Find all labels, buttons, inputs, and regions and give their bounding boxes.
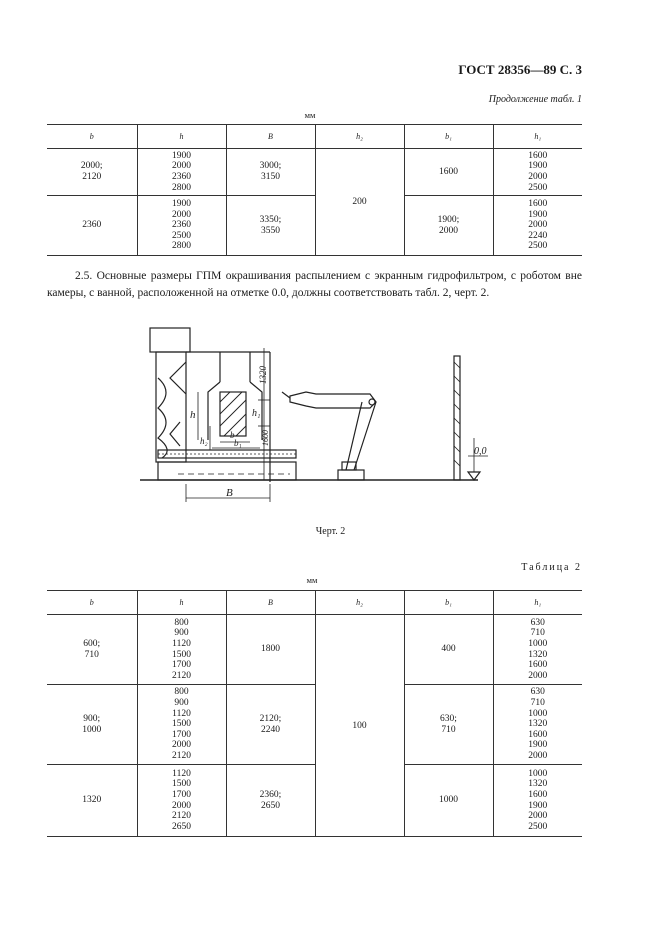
cell-line: 2000 xyxy=(172,209,191,220)
cell-line: 1700 xyxy=(172,789,191,800)
cell-line: 1000 xyxy=(528,768,548,779)
cell-h1 xyxy=(493,685,582,765)
cell-line: 2240 xyxy=(261,724,280,735)
cell-b1 xyxy=(404,196,493,256)
cell-line: 1600 xyxy=(528,729,548,740)
cell-line: 2000 xyxy=(528,750,548,761)
cell-line: 2120 xyxy=(172,750,191,761)
cell-h xyxy=(137,765,226,837)
hydrofilter-column xyxy=(156,352,186,462)
cell-line: 2000 xyxy=(528,220,548,231)
label-h2: h₂ xyxy=(200,436,208,446)
cell-line: 800 xyxy=(174,687,189,698)
cell-line: 2360; xyxy=(259,789,282,800)
cell-h2: 100 xyxy=(315,615,404,837)
cell-line: 710 xyxy=(84,649,99,660)
col-header-B: B xyxy=(226,591,315,615)
bath-tank xyxy=(158,462,296,480)
cell-line: 1800 xyxy=(261,644,280,655)
cell-b xyxy=(47,685,137,765)
cell-line: 2360 xyxy=(82,220,102,231)
col-header-h: h xyxy=(137,591,226,615)
col-header-b1: b₁ xyxy=(404,125,493,149)
cell-b xyxy=(47,615,137,685)
cell-line: 1320 xyxy=(528,779,548,790)
cell-line: 630; xyxy=(440,713,457,724)
cell-line: 1000 xyxy=(528,708,548,719)
page-header: ГОСТ 28356—89 С. 3 xyxy=(458,62,582,77)
table1-unit: мм xyxy=(304,110,316,120)
col-header-h: h xyxy=(137,125,226,149)
cell-line: 2360 xyxy=(172,172,191,182)
cell-line: 1900 xyxy=(528,800,548,811)
col-header-h1: h₁ xyxy=(493,591,582,615)
cell-line: 710 xyxy=(441,724,456,735)
cell-line: 2650 xyxy=(172,821,191,832)
cell-line: 1600 xyxy=(528,660,548,671)
col-header-b: b xyxy=(47,125,137,149)
table2-unit: мм xyxy=(306,575,318,585)
cell-b1 xyxy=(404,615,493,685)
paragraph-text: 2.5. Основные размеры ГПМ окрашивания распылением с экранным гидрофильтром, с роботом вне камеры, с ванной, расположенной на отметке 0.0, должны соответствовать табл. 2, черт. 2. xyxy=(47,270,582,299)
cell-line: 400 xyxy=(441,644,456,655)
cell-line: 2000 xyxy=(172,800,191,811)
cell-line: 2000 xyxy=(528,172,548,182)
table-row xyxy=(47,765,582,837)
cell-line: 900 xyxy=(174,698,189,709)
cell-h1 xyxy=(493,149,582,196)
cell-line: 2120 xyxy=(172,670,191,681)
cell-line: 1120 xyxy=(172,708,191,719)
cell-line: 2000 xyxy=(172,740,191,751)
cell-line: 2500 xyxy=(528,182,548,193)
col-header-b: b xyxy=(47,591,137,615)
cell-line: 710 xyxy=(530,628,545,639)
cell-line: 1900 xyxy=(172,150,191,161)
cell-b1 xyxy=(404,149,493,196)
cell-line: 900; xyxy=(83,713,101,724)
cell-h xyxy=(137,196,226,256)
cell-b1 xyxy=(404,685,493,765)
table-row xyxy=(47,196,582,256)
cell-line: 2000 xyxy=(439,225,458,236)
cell-h xyxy=(137,685,226,765)
cell-line: 1320 xyxy=(528,649,548,660)
table1 xyxy=(47,124,582,256)
table-row xyxy=(47,615,582,685)
cell-line: 2650 xyxy=(261,800,280,811)
col-header-h2: h₂ xyxy=(315,125,404,149)
cell-line: 2120 xyxy=(172,811,191,822)
robot-lower-arm xyxy=(346,402,376,470)
cell-line: 1900 xyxy=(528,161,548,172)
cell-line: 2800 xyxy=(172,182,191,193)
cell-line: 1320 xyxy=(82,795,102,806)
label-level: 0,0 xyxy=(474,446,487,457)
cell-line: 1900 xyxy=(172,199,191,210)
cell-line: 1120 xyxy=(172,768,191,779)
cell-B xyxy=(226,765,315,837)
table2 xyxy=(47,590,582,837)
cell-line: 1700 xyxy=(172,660,191,671)
cell-line: 3150 xyxy=(261,172,280,182)
cell-line: 1500 xyxy=(172,719,191,730)
robot-elbow xyxy=(369,399,375,405)
cell-line: 2500 xyxy=(528,241,548,252)
cell-line: 1320 xyxy=(528,719,548,730)
label-1320: 1320 xyxy=(258,366,268,384)
label-B: B xyxy=(226,487,233,499)
cell-line: 1900 xyxy=(528,740,548,751)
cell-line: 1600 xyxy=(528,199,548,210)
cell-line: 1700 xyxy=(172,729,191,740)
col-header-h2: h₂ xyxy=(315,591,404,615)
cell-B xyxy=(226,196,315,256)
spray-gun xyxy=(282,392,290,398)
booth-drawing xyxy=(140,322,490,512)
cell-line: 1600 xyxy=(528,150,548,161)
col-header-b1: b₁ xyxy=(404,591,493,615)
cell-line: 1600 xyxy=(439,166,458,177)
cell-B xyxy=(226,615,315,685)
cell-line: 3000; xyxy=(259,161,282,172)
table2-caption: Таблица 2 xyxy=(521,562,582,573)
cell-line: 630 xyxy=(530,617,545,628)
cell-h1 xyxy=(493,196,582,256)
baffle-top xyxy=(170,362,186,394)
cell-line: 710 xyxy=(530,698,545,709)
label-h: h xyxy=(190,409,196,421)
cell-line: 2800 xyxy=(172,241,191,252)
cell-line: 1600 xyxy=(528,789,548,800)
cell-line: 2000 xyxy=(172,161,191,172)
cell-line: 1120 xyxy=(172,638,191,649)
cell-line: 800 xyxy=(174,617,189,628)
cell-h2: 200 xyxy=(315,149,404,256)
cell-line: 1900 xyxy=(528,209,548,220)
label-b: b xyxy=(230,430,235,440)
cell-B xyxy=(226,685,315,765)
section-paragraph xyxy=(47,268,582,301)
cell-line: 1000 xyxy=(82,724,102,735)
cell-line: 2000; xyxy=(80,161,103,172)
cell-h xyxy=(137,615,226,685)
cell-line: 2000 xyxy=(528,670,548,681)
cell-line: 1500 xyxy=(172,649,191,660)
cell-h1 xyxy=(493,615,582,685)
cell-line: 3550 xyxy=(261,225,280,236)
cell-h1 xyxy=(493,765,582,837)
cell-b xyxy=(47,765,137,837)
cell-line: 600; xyxy=(83,638,101,649)
robot-upper-arm xyxy=(290,392,376,408)
col-header-h1: h₁ xyxy=(493,125,582,149)
level-triangle-icon xyxy=(468,472,480,480)
cell-h xyxy=(137,149,226,196)
cell-line: 900 xyxy=(174,628,189,639)
cell-line: 2500 xyxy=(172,230,191,241)
cell-B xyxy=(226,149,315,196)
table1-caption: Продолжение табл. 1 xyxy=(488,94,582,105)
cell-line: 2360 xyxy=(172,220,191,231)
top-block xyxy=(150,328,190,352)
label-1600: 1600 xyxy=(261,430,270,446)
label-b1: b₁ xyxy=(234,438,242,448)
figure-caption: Черт. 2 xyxy=(315,526,346,537)
table-row xyxy=(47,685,582,765)
cell-line: 2120; xyxy=(259,713,282,724)
baffle-bottom xyxy=(170,422,180,446)
label-h1: h₁ xyxy=(252,408,261,419)
water-curtain xyxy=(158,378,167,458)
cell-line: 3350; xyxy=(259,214,282,225)
cell-b xyxy=(47,196,137,256)
cell-line: 1500 xyxy=(172,779,191,790)
wall-hatch xyxy=(454,362,460,466)
cell-line: 1900; xyxy=(437,214,460,225)
robot-base xyxy=(338,470,364,480)
cell-line: 630 xyxy=(530,687,545,698)
cell-line: 2000 xyxy=(528,811,548,822)
col-header-B: B xyxy=(226,125,315,149)
table-row xyxy=(47,149,582,196)
cell-line: 2500 xyxy=(528,821,548,832)
cell-b1 xyxy=(404,765,493,837)
cell-line: 1000 xyxy=(528,638,548,649)
cell-line: 2240 xyxy=(528,230,548,241)
cell-line: 1000 xyxy=(439,795,458,806)
cell-line: 2120 xyxy=(82,172,102,182)
cell-b xyxy=(47,149,137,196)
